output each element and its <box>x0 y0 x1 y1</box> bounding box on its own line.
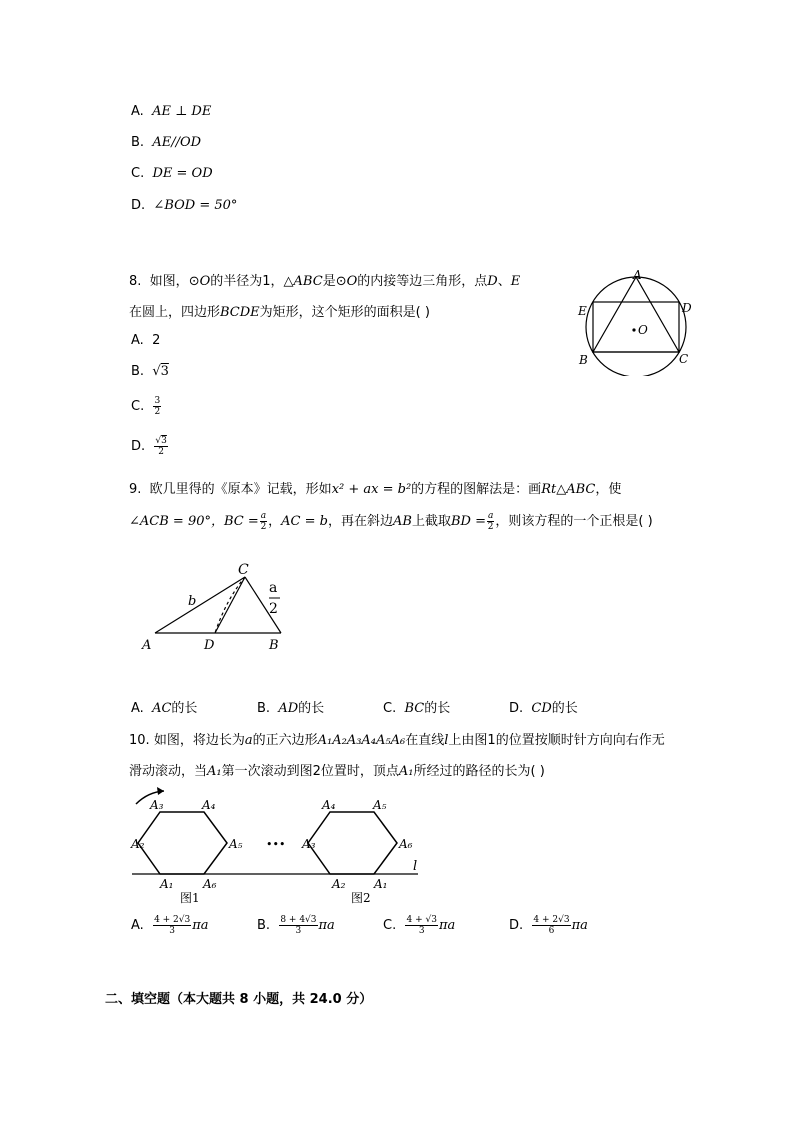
q10-option-d: D. $\frac{4 + 2√3}{6}$ πa <box>509 915 588 936</box>
section-heading-fill-in: 二、填空题（本大题共 8 小题，共 24.0 分） <box>105 992 373 1007</box>
q9-label-side-b: b <box>188 594 197 609</box>
q10-option-a: A. $\frac{4 + 2√3}{3}$ πa <box>131 915 209 936</box>
q8-stem-line2: 在圆上，四边形BCDE为矩形，这个矩形的面积是( ) <box>129 305 430 320</box>
q9-stem-line1: 9. 欧几里得的《原本》记载，形如x² + ax = b²的方程的图解法是：画Rt△ABC，使 <box>129 482 622 497</box>
q9-label-a: A <box>142 638 152 653</box>
q9-option-d: D. CD的长 <box>509 701 578 716</box>
q7-option-d-text: ∠BOD = 50° <box>153 198 238 213</box>
q7-option-c-text: DE = OD <box>152 166 213 181</box>
q9-label-c: C <box>238 562 249 578</box>
q10-h1-label-a3: A₃ <box>150 798 164 812</box>
q7-option-d: D. ∠BOD = 50° <box>131 198 238 213</box>
q8-label-c: C <box>679 352 689 366</box>
q8-option-d: D. $\frac{√3}{2}$ <box>131 436 167 457</box>
q10-h2-label-a5: A₅ <box>373 798 387 812</box>
q10-option-b: B. $\frac{8 + 4√3}{3}$ πa <box>257 915 335 936</box>
q8-stem-line1: 8. 如图，⊙O的半径为1，△ABC是⊙O的内接等边三角形，点D、E <box>129 274 521 289</box>
q10-ellipsis: ••• <box>266 838 286 851</box>
q10-caption-fig2: 图2 <box>351 891 371 905</box>
q9-label-side-two: 2 <box>269 601 278 617</box>
q10-h2-label-a6: A₆ <box>399 837 413 851</box>
q10-h1-label-a6: A₆ <box>203 877 217 891</box>
q9-triangle-figure <box>138 560 298 660</box>
q10-h1-label-a5: A₅ <box>229 837 243 851</box>
q8-label-d: D <box>682 301 692 315</box>
q10-h1-label-a1: A₁ <box>160 877 174 891</box>
q8-option-a: A. 2 <box>131 333 161 348</box>
q10-h1-label-a2: A₂ <box>131 837 145 851</box>
q8-option-b: B. √3 <box>131 364 169 379</box>
q10-caption-fig1: 图1 <box>180 891 200 905</box>
q10-line-label: l <box>413 859 418 874</box>
q8-label-o: O <box>638 323 648 337</box>
q7-option-b-text: AE//OD <box>152 135 202 150</box>
q9-label-side-a: a <box>269 580 278 596</box>
q8-circle-figure <box>572 266 702 376</box>
q9-label-d: D <box>204 638 215 653</box>
q7-option-c: C. DE = OD <box>131 166 213 181</box>
q9-stem-line2: ∠ACB = 90°，BC = $\frac{a}{2}$ ，AC = b，再在斜边AB上截取BD = $\frac{a}{2}$ ，则该方程的一个正根是( ) <box>129 511 653 532</box>
q8-label-b: B <box>579 353 588 367</box>
q10-h2-label-a2: A₂ <box>332 877 346 891</box>
q9-option-c: C. BC的长 <box>383 701 451 716</box>
q10-option-c: C. $\frac{4 + √3}{3}$ πa <box>383 915 456 936</box>
q7-option-a: A. AE ⊥ DE <box>131 104 212 119</box>
q10-h2-label-a1: A₁ <box>374 877 388 891</box>
q10-h2-label-a4: A₄ <box>322 798 336 812</box>
q8-option-c: C. $\frac{3}{2}$ <box>131 396 161 417</box>
q9-option-b: B. AD的长 <box>257 701 325 716</box>
q8-label-a: A <box>633 268 642 282</box>
q9-option-a: A. AC的长 <box>131 701 198 716</box>
q9-label-b: B <box>269 638 279 653</box>
q10-stem-line1: 10. 如图，将边长为a的正六边形A₁A₂A₃A₄A₅A₆在直线l上由图1的位置按顺时针方向向右作无 <box>129 733 665 748</box>
q7-option-b: B. AE//OD <box>131 135 202 150</box>
q7-option-a-text: AE ⊥ DE <box>152 104 212 119</box>
q10-h1-label-a4: A₄ <box>202 798 216 812</box>
q10-hexagon-figure <box>128 782 428 907</box>
q10-h2-label-a3: A₃ <box>302 837 316 851</box>
q10-stem-line2: 滑动滚动，当A₁第一次滚动到图2位置时，顶点A₁所经过的路径的长为( ) <box>129 764 545 779</box>
q8-label-e: E <box>578 304 587 318</box>
